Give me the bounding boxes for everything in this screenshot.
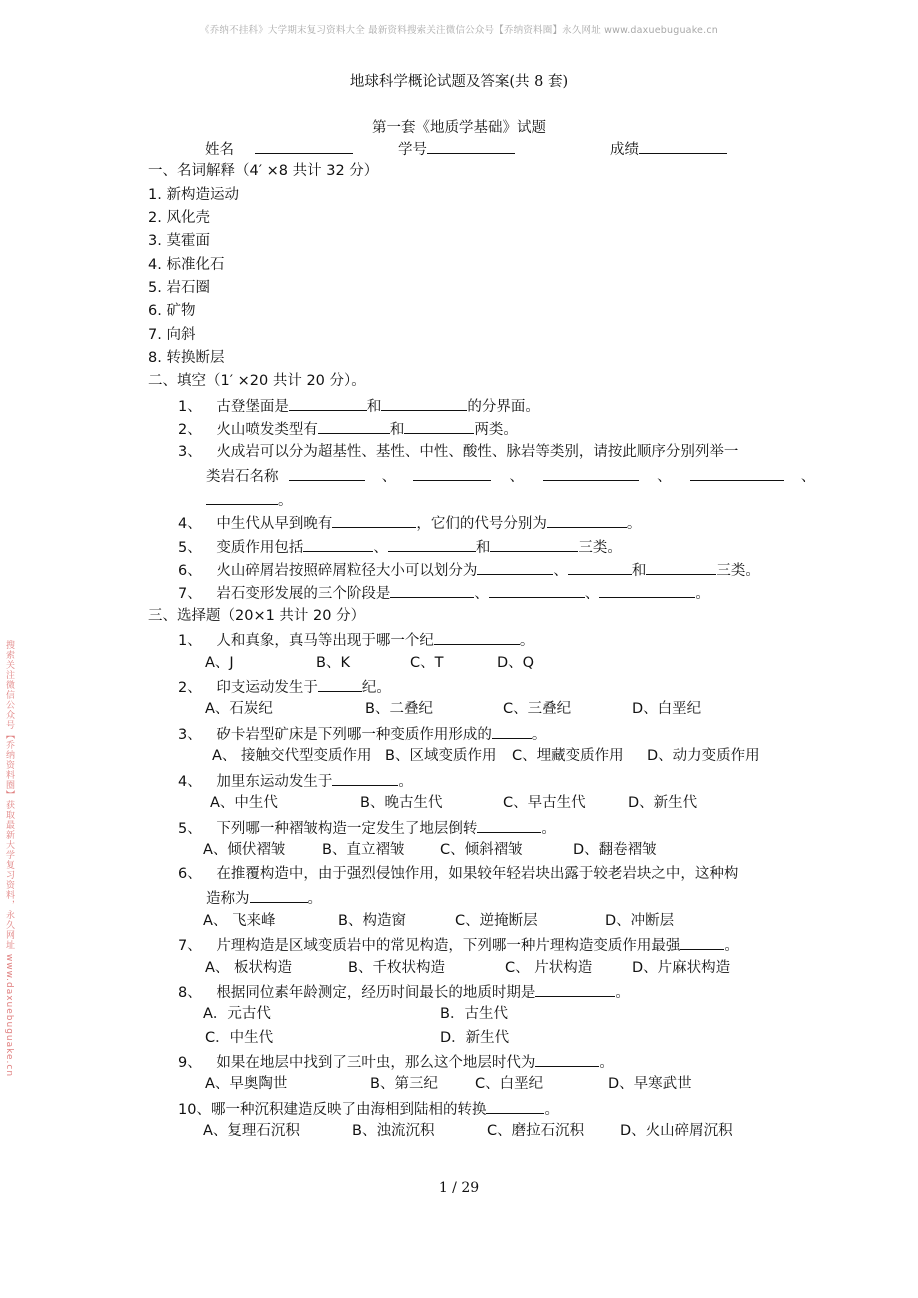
score-blank <box>639 138 727 154</box>
fill-q6 <box>178 559 760 581</box>
q-number: 4、 <box>178 774 202 790</box>
option: A、复理石沉积 <box>203 1123 300 1139</box>
answer-blank <box>535 981 615 997</box>
option: A、 板状构造 <box>205 960 293 976</box>
choice-q8 <box>178 981 630 1003</box>
answer-blank <box>381 395 467 411</box>
option: C、T <box>410 655 444 671</box>
list-item: 3. 莫霍面 <box>148 233 210 249</box>
choice-q5 <box>178 817 556 839</box>
answer-blank <box>303 536 373 552</box>
answer-blank <box>206 489 278 505</box>
q-text: 下列哪一种褶皱构造一定发生了地层倒转 <box>216 821 478 837</box>
answer-blank <box>490 536 578 552</box>
set-title: 第一套《地质学基础》试题 <box>372 120 546 136</box>
option: B、K <box>316 655 350 671</box>
option: D．新生代 <box>440 1030 510 1046</box>
list-item: 4. 标准化石 <box>148 257 225 273</box>
answer-blank <box>318 676 362 692</box>
answer-blank <box>489 582 585 598</box>
fill-q4 <box>178 512 641 534</box>
option: A．元古代 <box>203 1006 271 1022</box>
option: A、倾伏褶皱 <box>203 842 286 858</box>
option: C、逆掩断层 <box>455 913 538 929</box>
answer-blank <box>477 817 541 833</box>
choice-q4 <box>178 770 413 792</box>
list-item: 5. 岩石圈 <box>148 280 210 296</box>
q-text: 。 <box>615 985 630 1001</box>
q-number: 3、 <box>178 444 202 460</box>
option: B、浊流沉积 <box>352 1123 435 1139</box>
q-text: ，它们的代号分别为 <box>416 516 547 532</box>
separator: 、 <box>657 469 672 485</box>
q-text: 加里东运动发生于 <box>216 774 333 790</box>
q-number: 4、 <box>178 516 202 532</box>
q-text: 。 <box>599 1055 614 1071</box>
answer-blank <box>413 465 491 481</box>
q-text: 印支运动发生于 <box>216 680 318 696</box>
option: C、 片状构造 <box>505 960 593 976</box>
q-text: 类岩石名称 <box>206 469 279 485</box>
section1-heading: 一、名词解释（4′ ×8 共计 32 分） <box>148 163 379 179</box>
option: A、J <box>205 655 234 671</box>
option: D、翻卷褶皱 <box>573 842 657 858</box>
option: C、磨拉石沉积 <box>487 1123 585 1139</box>
option: A、石炭纪 <box>205 701 273 717</box>
answer-blank <box>250 887 308 903</box>
answer-blank <box>690 465 784 481</box>
answer-blank <box>332 770 398 786</box>
option: C、倾斜褶皱 <box>440 842 523 858</box>
q-text: 。 <box>519 633 535 649</box>
q-text: 。 <box>278 493 293 509</box>
q-text: 两类。 <box>474 422 518 438</box>
option: C、早古生代 <box>503 795 586 811</box>
choice-q6-cont <box>206 887 322 909</box>
separator: 、 <box>509 469 524 485</box>
option: D、新生代 <box>628 795 698 811</box>
option: C、埋藏变质作用 <box>512 748 624 764</box>
answer-blank <box>599 582 695 598</box>
choice-q3 <box>178 723 546 745</box>
side-watermark: 搜索关注微信公众号【乔纳资料圈】获取最新大学复习资料，永久网址 www.daxuebuguake.cn <box>4 640 14 1078</box>
q-text: 纪。 <box>361 680 391 696</box>
choice-q6 <box>178 864 738 884</box>
q-number: 7、 <box>178 938 202 954</box>
q-text: 和 <box>631 563 647 579</box>
list-item: 6. 矿物 <box>148 303 196 319</box>
page-number: 1 / 29 <box>438 1180 480 1196</box>
q-text: 和 <box>389 422 405 438</box>
answer-blank <box>543 465 639 481</box>
q-number: 5、 <box>178 821 202 837</box>
q-text: 中生代从早到晚有 <box>216 516 333 532</box>
list-item: 8. 转换断层 <box>148 350 225 366</box>
q-number: 6、 <box>178 563 202 579</box>
choice-q2 <box>178 676 391 698</box>
name-label: 姓名 <box>205 142 234 158</box>
id-blank <box>427 138 515 154</box>
section2-heading: 二、填空（1′ ×20 共计 20 分）。 <box>148 373 366 389</box>
option: A、 接触交代型变质作用 <box>212 748 372 764</box>
section3-heading: 三、选择题（20×1 共计 20 分） <box>148 608 366 624</box>
fill-q3-cont <box>206 465 815 487</box>
list-item: 7. 向斜 <box>148 327 196 343</box>
score-label: 成绩 <box>610 142 639 158</box>
q-number: 2、 <box>178 422 202 438</box>
option: A、中生代 <box>210 795 278 811</box>
q-text: 。 <box>398 774 413 790</box>
q-number: 2、 <box>178 680 202 696</box>
q-text: 岩石变形发展的三个阶段是 <box>216 586 391 602</box>
fill-q3-cont2 <box>206 489 293 511</box>
q-text: 。 <box>541 821 556 837</box>
q-text: 。 <box>307 891 322 907</box>
q-text: 火山喷发类型有 <box>216 422 318 438</box>
q-text: 三类。 <box>716 563 760 579</box>
id-field <box>398 138 515 160</box>
fill-q5 <box>178 536 622 558</box>
separator: 、 <box>474 586 489 602</box>
q-text: 三类。 <box>578 540 622 556</box>
q-text: 。 <box>531 727 547 743</box>
q-number: 10、 <box>178 1102 211 1118</box>
info-line <box>205 138 353 160</box>
fill-q2 <box>178 418 518 440</box>
separator: 、 <box>381 469 397 485</box>
option: D、Q <box>497 655 535 671</box>
choice-q1 <box>178 629 534 651</box>
option: B、区域变质作用 <box>385 748 497 764</box>
fill-q3 <box>178 442 738 462</box>
q-number: 1、 <box>178 399 202 415</box>
q-text: 在推覆构造中，由于强烈侵蚀作用，如果较年轻岩块出露于较老岩块之中，这种构 <box>216 866 739 882</box>
header-watermark: 《乔纳不挂科》大学期末复习资料大全 最新资料搜索关注微信公众号【乔纳资料圈】永久网址 www.daxuebuguake.cn <box>200 25 718 36</box>
q-text: 古登堡面是 <box>216 399 289 415</box>
q-number: 3、 <box>178 727 202 743</box>
q-text: 火成岩可以分为超基性、基性、中性、酸性、脉岩等类别，请按此顺序分别列举一 <box>216 444 739 460</box>
q-text: 。 <box>695 586 710 602</box>
q-text: 片理构造是区域变质岩中的常见构造，下列哪一种片理构造变质作用最强 <box>216 938 681 954</box>
answer-blank <box>318 418 390 434</box>
q-number: 7、 <box>178 586 202 602</box>
answer-blank <box>486 1098 544 1114</box>
option: D、早寒武世 <box>608 1076 692 1092</box>
answer-blank <box>332 512 416 528</box>
option: D、动力变质作用 <box>647 748 760 764</box>
separator: 、 <box>373 540 388 556</box>
list-item: 2. 风化壳 <box>148 210 210 226</box>
option: D、白垩纪 <box>632 701 702 717</box>
q-text: 的分界面。 <box>467 399 540 415</box>
option: D、片麻状构造 <box>632 960 731 976</box>
answer-blank <box>289 465 365 481</box>
q-text: 变质作用包括 <box>216 540 304 556</box>
answer-blank <box>404 418 474 434</box>
q-number: 6、 <box>178 866 202 882</box>
choice-q7 <box>178 934 739 956</box>
answer-blank <box>477 559 553 575</box>
q-text: 。 <box>724 938 739 954</box>
answer-blank <box>646 559 716 575</box>
fill-q1 <box>178 395 540 417</box>
option: A、早奥陶世 <box>205 1076 288 1092</box>
separator: 、 <box>584 586 600 602</box>
separator: 、 <box>553 563 568 579</box>
answer-blank <box>388 536 476 552</box>
option: B、构造窗 <box>338 913 406 929</box>
separator: 、 <box>800 469 816 485</box>
option: B、第三纪 <box>370 1076 438 1092</box>
answer-blank <box>680 934 724 950</box>
option: D、冲断层 <box>605 913 675 929</box>
name-blank <box>255 138 353 154</box>
option: A、 飞来峰 <box>203 913 276 929</box>
q-text: 和 <box>475 540 491 556</box>
option: B、晚古生代 <box>360 795 443 811</box>
q-number: 1、 <box>178 633 202 649</box>
answer-blank <box>434 629 520 645</box>
score-field <box>610 138 727 160</box>
q-text: 如果在地层中找到了三叶虫，那么这个地层时代为 <box>216 1055 536 1071</box>
q-number: 8、 <box>178 985 202 1001</box>
answer-blank <box>547 512 627 528</box>
q-text: 哪一种沉积建造反映了由海相到陆相的转换 <box>210 1102 487 1118</box>
document-title: 地球科学概论试题及答案(共 8 套) <box>349 74 569 90</box>
q-text: 和 <box>366 399 382 415</box>
fill-q7 <box>178 582 710 604</box>
option: C、白垩纪 <box>475 1076 544 1092</box>
q-text: 。 <box>626 516 642 532</box>
q-number: 5、 <box>178 540 202 556</box>
option: B、直立褶皱 <box>322 842 405 858</box>
option: C、三叠纪 <box>503 701 572 717</box>
option: B．古生代 <box>440 1006 508 1022</box>
q-text: 矽卡岩型矿床是下列哪一种变质作用形成的 <box>216 727 492 743</box>
option: B、千枚状构造 <box>348 960 445 976</box>
id-label: 学号 <box>398 142 427 158</box>
answer-blank <box>390 582 474 598</box>
answer-blank <box>568 559 632 575</box>
q-text: 。 <box>544 1102 559 1118</box>
answer-blank <box>289 395 367 411</box>
option: B、二叠纪 <box>365 701 433 717</box>
answer-blank <box>535 1051 599 1067</box>
list-item: 1. 新构造运动 <box>148 187 239 203</box>
q-number: 9、 <box>178 1055 202 1071</box>
choice-q10 <box>178 1098 559 1120</box>
q-text: 人和真象，真马等出现于哪一个纪 <box>216 633 434 649</box>
q-text: 火山碎屑岩按照碎屑粒径大小可以划分为 <box>216 563 478 579</box>
choice-q9 <box>178 1051 614 1073</box>
q-text: 造称为 <box>206 891 250 907</box>
q-text: 根据同位素年龄测定，经历时间最长的地质时期是 <box>216 985 536 1001</box>
option: C．中生代 <box>205 1030 274 1046</box>
option: D、火山碎屑沉积 <box>620 1123 733 1139</box>
answer-blank <box>492 723 532 739</box>
